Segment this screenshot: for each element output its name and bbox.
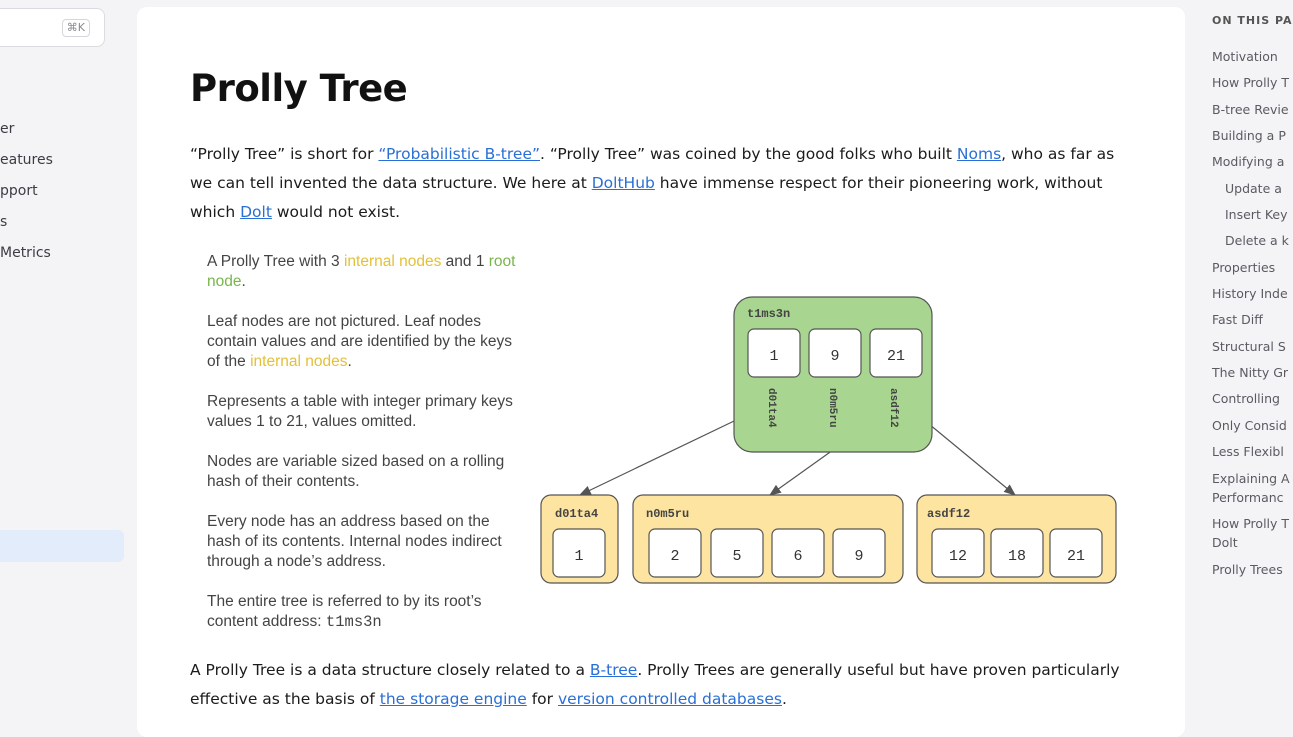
internal-key: 12 [948, 548, 968, 565]
root-key: 9 [830, 348, 840, 365]
internal-key: 9 [854, 548, 864, 565]
sidebar-item-active[interactable] [0, 530, 124, 562]
caption-5: Every node has an address based on the hash of its contents. Internal nodes indirect through a node’s address. [207, 513, 502, 570]
toc-heading: ON THIS PA [1212, 14, 1293, 27]
toc-item[interactable]: Fast Diff [1212, 312, 1263, 327]
tree-diagram [540, 290, 1130, 590]
edge-root-n0m5ru [770, 450, 833, 495]
toc-subitem[interactable]: Delete a k [1225, 233, 1289, 248]
internal-key: 21 [1066, 548, 1086, 565]
internal-node-asdf12 [917, 495, 1116, 583]
toc-item[interactable]: Explaining A [1212, 471, 1290, 486]
root-node [734, 297, 932, 452]
toc-item[interactable]: How Prolly T [1212, 75, 1290, 90]
caption-text: Leaf nodes are not pictured. Leaf nodes contain values and are identified by the keys of the [207, 313, 513, 370]
toc-item[interactable]: Motivation [1212, 49, 1278, 64]
storage-engine-link[interactable]: the storage engine [379, 690, 527, 708]
root-key: 21 [886, 348, 906, 365]
sidebar-item[interactable]: eatures [0, 152, 53, 168]
toc-item[interactable]: Controlling [1212, 391, 1280, 406]
internal-key: 5 [732, 548, 742, 565]
toc-item[interactable]: How Prolly T [1212, 516, 1290, 531]
intro-text: have immense respect for their pioneering work, without which [190, 174, 1103, 221]
caption-root-node: root node [207, 253, 516, 290]
sidebar-item[interactable]: pport [0, 183, 38, 199]
prolly-tree-figure [190, 252, 1130, 647]
toc-item[interactable]: History Inde [1212, 286, 1288, 301]
internal-node-n0m5ru [633, 495, 903, 583]
internal-key: 2 [670, 548, 680, 565]
figure-captions [207, 252, 527, 652]
root-key: 1 [769, 348, 779, 365]
caption-1 [207, 252, 527, 292]
toc-item[interactable]: Less Flexibl [1212, 444, 1284, 459]
sidebar-item[interactable]: Metrics [0, 245, 51, 261]
sidebar-item[interactable]: s [0, 214, 8, 230]
toc-item-continued[interactable]: Performanc [1212, 490, 1284, 505]
para-text: . [781, 690, 787, 708]
caption-3: Represents a table with integer primary keys values 1 to 21, values omitted. [207, 393, 513, 430]
sidebar-item[interactable]: er [0, 121, 15, 137]
intro-text: , who as far as we can tell invented the data structure. We here at [190, 145, 1115, 192]
root-ref-label: asdf12 [887, 388, 899, 428]
toc-item[interactable]: Prolly Trees [1212, 562, 1283, 577]
probabilistic-btree-link[interactable]: “Probabilistic B-tree” [378, 145, 541, 163]
toc-item[interactable]: Only Consid [1212, 418, 1287, 433]
intro-text: . “Prolly Tree” was coined by the good folks who built [540, 145, 957, 163]
version-controlled-databases-link[interactable]: version controlled databases [557, 690, 782, 708]
caption-text: and 1 [441, 253, 489, 270]
search-input[interactable] [0, 8, 105, 47]
caption-text: . [241, 273, 246, 290]
para-text: . Prolly Trees are generally useful but have proven particularly effective as the basis of [190, 661, 1120, 708]
internal-key: 6 [793, 548, 803, 565]
internal-node-id: n0m5ru [646, 507, 690, 521]
root-node-id: t1ms3n [747, 307, 791, 321]
caption-internal-nodes: internal nodes [250, 353, 348, 370]
intro-text: “Prolly Tree” is short for [190, 145, 379, 163]
toc-item-continued[interactable]: Dolt [1212, 535, 1238, 550]
caption-4: Nodes are variable sized based on a rolling hash of their contents. [207, 453, 505, 490]
intro-text: would not exist. [271, 203, 401, 221]
root-address: t1ms3n [325, 613, 382, 631]
toc-item[interactable]: B-tree Revie [1212, 102, 1289, 117]
toc-item[interactable]: Building a P [1212, 128, 1286, 143]
toc-item[interactable]: Structural S [1212, 339, 1286, 354]
para-text: for [526, 690, 558, 708]
dolt-link[interactable]: Dolt [240, 203, 272, 221]
toc-subitem[interactable]: Update a [1225, 181, 1282, 196]
caption-internal-nodes: internal nodes [343, 253, 442, 270]
internal-key: 1 [574, 548, 584, 565]
toc-item[interactable]: Properties [1212, 260, 1276, 275]
table-of-contents [1212, 0, 1292, 720]
search-shortcut-hint: ⌘K [62, 19, 90, 37]
caption-text: . [347, 353, 352, 370]
root-ref-label: d01ta4 [765, 388, 777, 428]
root-ref-label: n0m5ru [826, 388, 838, 428]
btree-paragraph [190, 656, 1140, 714]
caption-text: A Prolly Tree with 3 [207, 253, 344, 270]
toc-item[interactable]: The Nitty Gr [1212, 365, 1289, 380]
main-content [137, 7, 1185, 737]
toc-subitem[interactable]: Insert Key [1225, 207, 1288, 222]
internal-node-id: asdf12 [927, 507, 971, 521]
caption-6 [207, 592, 527, 632]
page-title: Prolly Tree [190, 67, 408, 110]
left-sidebar [0, 0, 130, 720]
dolthub-link[interactable]: DoltHub [591, 174, 655, 192]
intro-paragraph [190, 140, 1140, 227]
edge-root-d01ta4 [580, 410, 757, 495]
btree-link[interactable]: B-tree [589, 661, 638, 679]
caption-text: The entire tree is referred to by its root’s content address: [207, 593, 482, 630]
internal-node-id: d01ta4 [555, 507, 599, 521]
internal-key: 18 [1007, 548, 1027, 565]
internal-node-d01ta4 [541, 495, 618, 583]
toc-item[interactable]: Modifying a [1212, 154, 1285, 169]
caption-2 [207, 312, 527, 372]
para-text: A Prolly Tree is a data structure closely related to a [190, 661, 590, 679]
noms-link[interactable]: Noms [956, 145, 1002, 163]
